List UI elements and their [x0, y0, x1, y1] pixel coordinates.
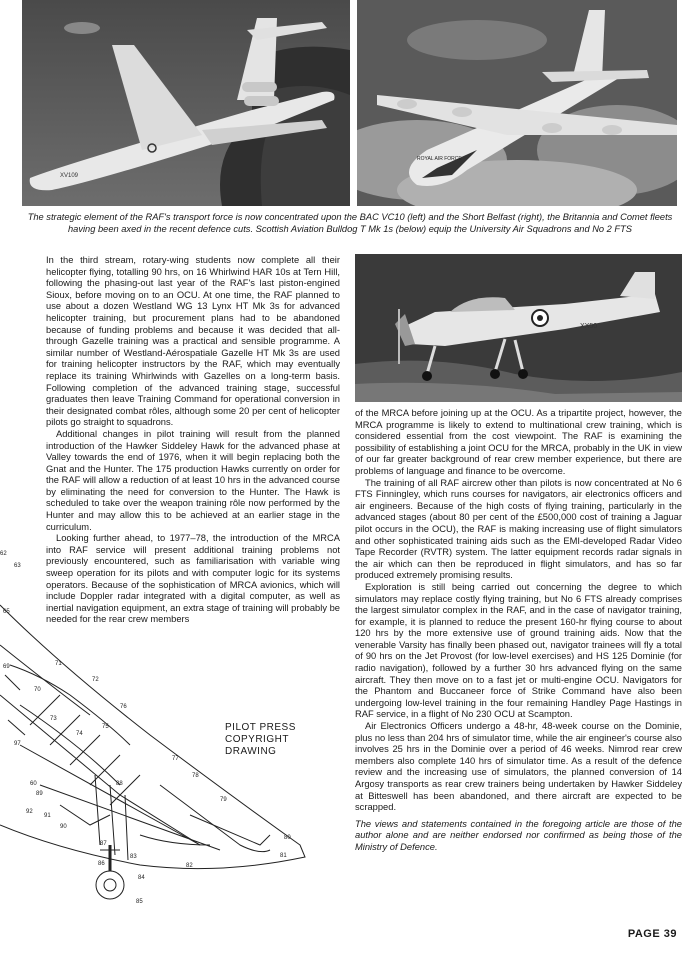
- belfast-image: [357, 0, 677, 206]
- label-81: 81: [280, 853, 287, 859]
- disclaimer-note: The views and statements contained in the foregoing article are those of the author alone and are neither endorsed nor confirmed as being those of the Ministry of Defence.: [355, 818, 682, 852]
- bulldog-image: [355, 254, 682, 402]
- bulldog-serial: XX50: [580, 323, 598, 330]
- vc10-serial: XV109: [60, 173, 79, 179]
- label-89: 89: [36, 791, 43, 797]
- label-73: 73: [50, 716, 57, 722]
- label-86: 86: [98, 861, 105, 867]
- right-paragraph-3: Exploration is still being carried out concerning the degree to which simulators may replace costly flying training, but No 6 FTS already comprises the largest simulator complex in the RAF, and in the case of navigator training, for example, it is planned to reduce the present 160-hr flying course to about 120 hrs by the more extensive use of ground training aids. Now that the venerable Varsity has finally been phased out, navigator trainees will fly a total of 90 hrs on the Jet Provost (for low-level exercises) and HS 125 Dominie (for radio navigation), followed by a further 30 hrs advanced flying on the same aircraft. They then move on to a fast jet or multi-engine OCU. Navigators for the Phantom and Buccaneer force of Strike Command have also been undergoing low-level training in the four remaining Handley Page Hastings in RAF service, in a flight of No 230 OCU at Scampton.: [355, 581, 682, 720]
- right-paragraph-4: Air Electronics Officers undergo a 48-hr, 48-week course on the Dominie, plus no less than 204 hrs of simulator time, while the air engineer's course also involves 25 hrs in the Dominie over a period of 46 weeks. Nimrod rear crew members also complete 140 hrs of simulator time. As a result of the defence review and the increasing use of simulators, the planned conversion of 14 Argosy transports as rear crew trainers being undertaken by Hawker Siddeley at Bitteswell has been abandoned, and there aircraft are expected to be scrapped.: [355, 721, 682, 813]
- vc10-photo: [22, 0, 350, 206]
- label-88: 88: [116, 781, 123, 787]
- pilot-press-copyright: [225, 722, 296, 758]
- left-paragraph-1: In the third stream, rotary-wing students now complete all their helicopter flying, totalling 90 hrs, on 16 Whirlwind HAR 10s at Tern Hill, following the phasing-out last year of the RAF's last piston-engined Sioux, before moving on to an OCU. At one time, the RAF planned to use about a dozen Westland WG 13 Lynx HT Mk 3s for advanced helicopter training, but procurement plans had to be abandoned because of funding problems and because it was decided that all-through Gazelle training was a practical and sensible programme. A similar number of Westland-Aérospatiale Gazelle HT Mk 3s are used for training helicopter instructors by the RAF, which may eventually replace its training Whirlwinds with Gazelles on a long-term basis. Following completion of the advanced training stage, successful graduates then leave Training Command for operational conversion in their designated combat rôles, although some 20 per cent of helicopter pilots go straight to squadrons.: [46, 255, 340, 428]
- label-71: 71: [55, 661, 62, 667]
- label-65: 65: [3, 609, 10, 615]
- label-80: 80: [284, 835, 291, 841]
- label-70: 70: [34, 687, 41, 693]
- left-paragraph-2: Additional changes in pilot training will result from the planned introduction of the Hawker Siddeley Hawk for the advanced phase at Valley towards the end of 1976, when it will begin replacing both the Gnat and the Hunter. The 175 production Hawks currently on order for the RAF will allow a reduction of at least 10 hrs in the advanced course by eliminating the need for conversion to the Hunter. The Hawk is scheduled to take over the weapon training rôle now performed by the Hunter and may allow this to be achieved at an earlier stage in the curriculum.: [46, 428, 340, 532]
- page-number: PAGE 39: [627, 928, 677, 940]
- left-paragraph-3: Looking further ahead, to 1977–78, the introduction of the MRCA into RAF service will present additional training problems not previously encountered, such as familiarisation with variable wing sweep operation for its pilots and with computer logic for its systems operators. Because of the sophistication of MRCA avionics, which will include Doppler radar integrated with a digital computer, as well as inertial navigation equipment, an extra stage of training will probably be needed for the rear crew members: [46, 533, 340, 625]
- right-column: [355, 408, 682, 854]
- label-62: 62: [0, 551, 7, 557]
- label-84: 84: [138, 875, 145, 881]
- belfast-photo: [357, 0, 677, 206]
- label-82: 82: [186, 863, 193, 869]
- label-90: 90: [60, 824, 67, 830]
- vc10-image: [22, 0, 350, 206]
- label-74: 74: [76, 731, 83, 737]
- label-69: 69: [3, 664, 10, 670]
- label-60: 60: [30, 781, 37, 787]
- label-78: 78: [192, 773, 199, 779]
- label-83: 83: [130, 854, 137, 860]
- label-97: 97: [14, 741, 21, 747]
- label-77: 77: [172, 756, 179, 762]
- label-72: 72: [92, 677, 99, 683]
- photo-caption: The strategic element of the RAF's transport force is now concentrated upon the BAC VC10 (left) and the Short Belfast (right), the Britannia and Comet fleets having been axed in the recent defence cuts. Scottish Aviation Bulldog T Mk 1s (below) equip the University Air Squadrons and No 2 FTS: [27, 212, 673, 234]
- right-paragraph-1: of the MRCA before joining up at the OCU. As a tripartite project, however, the MRCA programme is likely to extend to multinational crew training, which is considered essential from the cost viewpoint. The RAF is examining the possibility of establishing a joint OCU for the MRCA, probably in the UK in view of our far greater background of rear crew member experience, but there are problems of language and finance to be overcome.: [355, 408, 682, 476]
- label-76: 76: [120, 704, 127, 710]
- copyright-line-2: COPYRIGHT: [225, 734, 289, 745]
- label-75: 75: [102, 724, 109, 730]
- copyright-line-1: PILOT PRESS: [225, 722, 296, 733]
- belfast-titles: ROYAL AIR FORCE: [417, 156, 462, 162]
- label-79: 79: [220, 797, 227, 803]
- label-91: 91: [44, 813, 51, 819]
- right-paragraph-2: The training of all RAF aircrew other than pilots is now concentrated at No 6 FTS Finningley, which runs courses for navigators, air electronics officers and air engineers. Because of the high costs of flying training, particularly in the advanced stages (about 80 per cent of the £500,000 cost of training a Jaguar pilot occurs in the OCU), the RAF is making increasing use of flight simulators and other sophisticated training aids such as the EMI-developed Radar Video Tape Recorder (RVTR) system. The latter equipment records radar signals in the air which can then be reproduced in flight simulators, and has so far produced extremely promising results.: [355, 477, 682, 581]
- label-87: 87: [100, 841, 107, 847]
- label-85: 85: [136, 899, 143, 905]
- bulldog-photo: [355, 254, 682, 402]
- label-63: 63: [14, 563, 21, 569]
- copyright-line-3: DRAWING: [225, 746, 277, 757]
- label-92: 92: [26, 809, 33, 815]
